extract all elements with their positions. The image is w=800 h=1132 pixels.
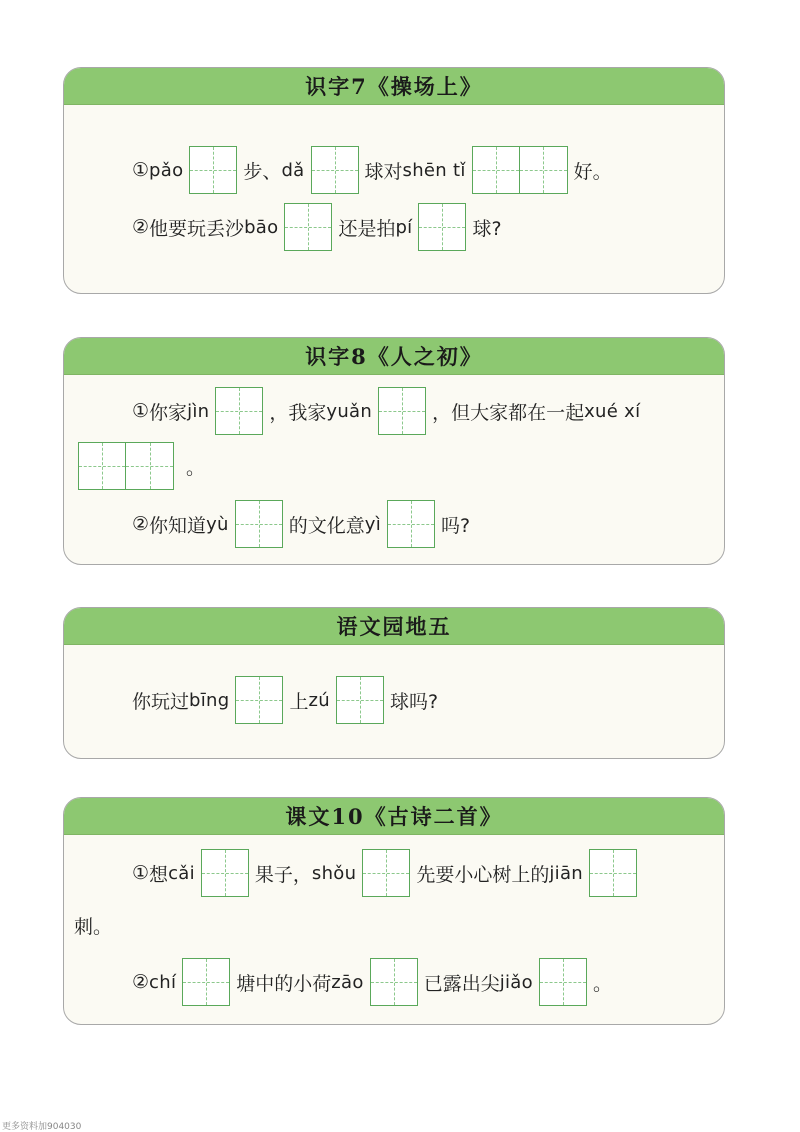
text: 的文化意 bbox=[288, 514, 365, 537]
question-line bbox=[132, 849, 643, 897]
pinyin: chí bbox=[149, 971, 177, 993]
text: ，我家 bbox=[269, 401, 327, 424]
question-number: ① bbox=[132, 400, 150, 422]
pinyin: shēn tǐ bbox=[402, 159, 466, 181]
pinyin: shǒu bbox=[311, 862, 357, 884]
pinyin: yì bbox=[364, 513, 382, 535]
pinyin: pí bbox=[395, 216, 413, 238]
text: 已露出尖 bbox=[423, 972, 500, 995]
answer-box[interactable] bbox=[539, 958, 587, 1006]
answer-box[interactable] bbox=[472, 146, 568, 194]
pinyin: jìn bbox=[187, 400, 210, 422]
answer-box[interactable] bbox=[78, 442, 174, 490]
answer-box[interactable] bbox=[418, 203, 466, 251]
pinyin: yù bbox=[206, 513, 229, 535]
answer-box[interactable] bbox=[201, 849, 249, 897]
text: 球对 bbox=[364, 160, 403, 183]
answer-box[interactable] bbox=[311, 146, 359, 194]
text: 你知道 bbox=[149, 514, 207, 537]
section-title: 语文园地五 bbox=[64, 608, 724, 645]
answer-box[interactable] bbox=[387, 500, 435, 548]
question-number: ② bbox=[132, 216, 150, 238]
pinyin: pǎo bbox=[149, 159, 184, 181]
pinyin: jiǎo bbox=[499, 971, 533, 993]
question-line bbox=[132, 146, 612, 194]
pinyin: xué xí bbox=[584, 400, 641, 422]
question-line bbox=[132, 676, 438, 724]
text: 步、 bbox=[243, 160, 282, 183]
question-line bbox=[132, 203, 502, 251]
section-card-2 bbox=[63, 337, 725, 565]
text: 上 bbox=[289, 690, 309, 713]
answer-box[interactable] bbox=[284, 203, 332, 251]
answer-box[interactable] bbox=[589, 849, 637, 897]
answer-box[interactable] bbox=[215, 387, 263, 435]
pinyin: jiān bbox=[549, 862, 583, 884]
answer-box[interactable] bbox=[378, 387, 426, 435]
text: 好。 bbox=[573, 160, 612, 183]
section-title: 识字8《人之初》 bbox=[64, 338, 724, 375]
answer-box[interactable] bbox=[235, 500, 283, 548]
question-number: ② bbox=[132, 971, 150, 993]
answer-box[interactable] bbox=[336, 676, 384, 724]
question-line bbox=[132, 500, 470, 548]
text: 塘中的小荷 bbox=[236, 972, 332, 995]
answer-box[interactable] bbox=[362, 849, 410, 897]
text: 刺。 bbox=[74, 916, 113, 938]
pinyin: zāo bbox=[331, 971, 364, 993]
text: 你家 bbox=[149, 401, 188, 424]
text: 。 bbox=[186, 456, 206, 479]
text: 你玩过 bbox=[132, 690, 190, 713]
section-card-1 bbox=[63, 67, 725, 294]
pinyin: dǎ bbox=[281, 159, 305, 181]
question-number: ① bbox=[132, 862, 150, 884]
text: ，但大家都在一起 bbox=[432, 401, 585, 424]
pinyin: yuǎn bbox=[326, 400, 373, 422]
text: 吗? bbox=[441, 514, 471, 537]
question-number: ② bbox=[132, 513, 150, 535]
answer-box[interactable] bbox=[370, 958, 418, 1006]
text: 还是拍 bbox=[338, 217, 396, 240]
answer-box[interactable] bbox=[235, 676, 283, 724]
text: 。 bbox=[592, 972, 612, 995]
section-title: 课文10《古诗二首》 bbox=[64, 798, 724, 835]
answer-box[interactable] bbox=[189, 146, 237, 194]
text: 想 bbox=[149, 863, 169, 886]
question-line-wrap bbox=[74, 912, 112, 939]
question-number: ① bbox=[132, 159, 150, 181]
pinyin: zú bbox=[308, 689, 330, 711]
section-title: 识字7《操场上》 bbox=[64, 68, 724, 105]
section-card-3 bbox=[63, 607, 725, 759]
pinyin: bīng bbox=[189, 689, 230, 711]
text: 先要小心树上的 bbox=[416, 863, 550, 886]
text: 他要玩丢沙 bbox=[149, 217, 245, 240]
answer-box[interactable] bbox=[182, 958, 230, 1006]
question-line bbox=[132, 958, 612, 1006]
footer-watermark: 更多资料加904030 bbox=[2, 1122, 82, 1132]
text: 果子， bbox=[254, 863, 312, 886]
text: 球? bbox=[472, 217, 502, 240]
text: 球吗? bbox=[389, 690, 439, 713]
question-line-wrap bbox=[74, 442, 205, 490]
pinyin: bāo bbox=[244, 216, 279, 238]
pinyin: cǎi bbox=[168, 862, 195, 884]
question-line bbox=[132, 387, 640, 435]
section-card-4 bbox=[63, 797, 725, 1025]
